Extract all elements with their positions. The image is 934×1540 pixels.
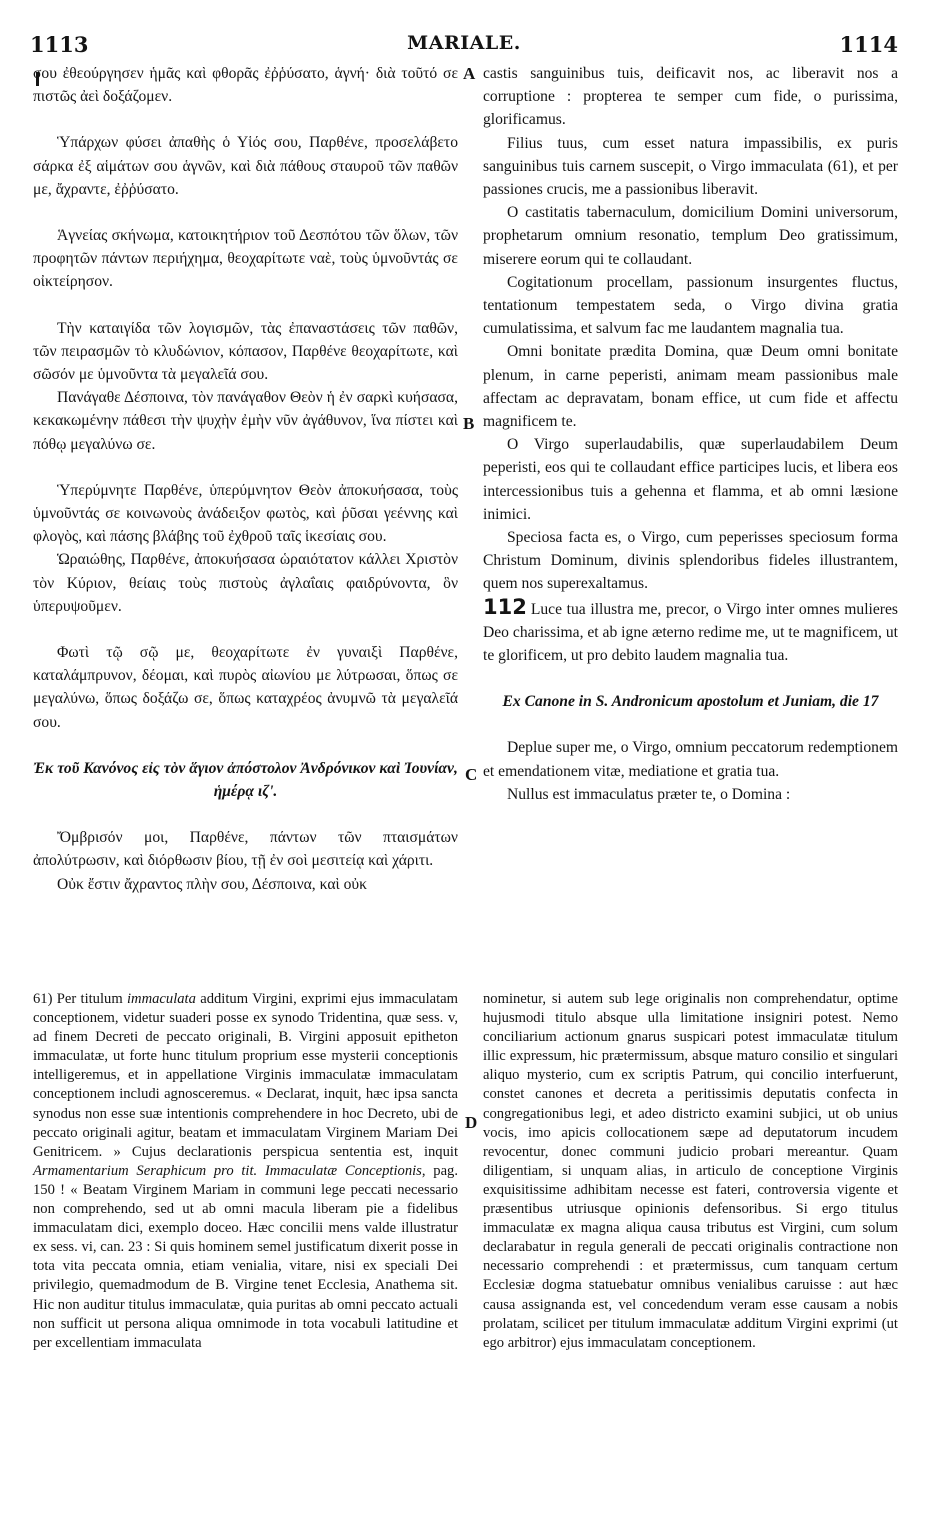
latin-paragraph: Omni bonitate prædita Domina, quæ Deum omni bonitate plenum, in carne peperisti, animam meam passionibus male affectam ac depravatam, bonam effice, ut cum fide et affectu magnificem te. [483,343,898,431]
greek-column [33,62,458,896]
footnote-italic: immaculata [127,991,196,1007]
latin-paragraph: Cogitationum procellam, passionum insurgentes fluctus, tentationum tempestatem seda, o Virgo divina gratia cumulatissima, et salvum fac me laudantem magnalia tua. [483,273,898,338]
footnote-left-column [33,990,458,1353]
latin-column [483,62,898,806]
greek-paragraph: Ὑπερύμνητε Παρθένε, ὑπερύμνητον Θεὸν ἀποκυήσασα, τοὺς ὑμνοῦντάς σε κοινωνοὺς ἀνάδειξον φωτὸς, καὶ ῥῦσαι γεέννης καὶ φλογὸς, καὶ πάσης βλάβης τοῦ ἐχθροῦ ταῖς ἱκεσίαις σου. [33,481,458,546]
page-number-left: 1113 [30,32,89,57]
footnote-italic: Armamentarium Seraphicum pro tit. Immaculatæ Conceptionis [33,1162,422,1179]
latin-paragraph: Filius tuus, cum esset natura impassibilis, ex puris sanguinibus tuis carnem suscepit, o Virgo immaculata (61), et per passiones crucis, me a passionibus liberavit. [483,134,898,199]
section-number: 112 [483,594,527,619]
latin-paragraph: Speciosa facta es, o Virgo, cum peperisses speciosum forma Christum Dominum, divinis splendoribus fideles illustrantem, quem nos superexaltamus. [483,529,898,593]
latin-paragraph: O castitatis tabernaculum, domicilium Domini universorum, prophetarum omnium resonatio, templum Deo gratissimum, miserere eorum qui te collaudant. [483,204,898,268]
latin-paragraph: Nullus est immaculatus præter te, o Domina : [507,785,791,803]
footnote-61 [33,990,458,1353]
margin-marker-c: C [465,765,478,784]
greek-paragraph: Οὐκ ἔστιν ἄχραντος πλὴν σου, Δέσποινα, καὶ οὐκ [57,875,367,893]
latin-paragraph: O Virgo superlaudabilis, quæ superlaudabilem Deum peperisti, eos qui te collaudant effice participes lucis, et libera eos intercessionibus tuis a gehenna et flamma, et ab omni læsione inimici. [483,436,898,523]
latin-paragraph: Deplue super me, o Virgo, omnium peccatorum redemptionem et emendationem vitæ, mediatione et gratia tua. [483,739,898,780]
latin-paragraph-text: Luce tua illustra me, precor, o Virgo inter omnes mulieres Deo charissima, et ab igne æterno redime me, ut te magnificem, ut te glorificem, ut pro debito laudem magnalia tua. [483,600,898,665]
latin-section-heading: Ex Canone in S. Andronicum apostolum et Juniam, die 17 [502,693,879,711]
greek-paragraph: Πανάγαθε Δέσποινα, τὸν πανάγαθον Θεὸν ἡ ἐν σαρκὶ κυήσασα, κεκακωμένην πάθεσι τὴν ψυχὴν ἐμὴν νῦν ἀγάθυνον, ἵνα πίστει καὶ πόθῳ μεγαλύνω σε. [33,389,458,453]
page-number-right: 1114 [839,32,898,57]
margin-marker-d: D [465,1113,478,1132]
latin-numbered-paragraph [483,596,898,668]
greek-paragraph: Φωτὶ τῷ σῷ με, θεοχαρίτωτε ἐν γυναιξὶ Παρθένε, καταλάμπρυνον, δέομαι, καὶ πυρὸς αἰωνίου με λύτρωσαι, ὅπως σε μεγαλύνω, ὅπως δοξάζω σε, ὅπως καταχρέος ἀνυμνῶ τὰ μεγαλεῖά σου. [33,644,458,731]
margin-marker-a: A [463,64,476,83]
greek-section-heading: Ἐκ τοῦ Κανόνος εἰς τὸν ἅγιον ἀπόστολον Ἀνδρόνικον καὶ Ἰουνίαν, ἡμέρᾳ ιζ'. [33,759,458,801]
footnote-text: , pag. 150 ! « Beatam Virginem Mariam in communi lege peccati necessario non comprehendo, sed ut ab omni macula liberam pie a fidelibus immaculatam dici, exemplo doceo. Hæc concilii mens valde illustratur ex sess. vi, can. 23 : Si quis hominem semel justificatum dixerit posse in tota vita peccata omnia, etiam venialia, vitare, nisi ex speciali Dei privilegio, quemadmodum de B. Virgine tenet Ecclesia, Anathema sit. Hic non auditur titulus immaculatæ, quia puritas ab omni peccato actuali non sufficit ut persona aliqua omnimode in tota vocabuli latitudine et per excellentiam immaculata [33,1162,458,1351]
footnote-text: additum Virgini, exprimi ejus immaculatam conceptionem, videtur suaderi posse ex synodo Tridentina, quæ sess. v, ad finem Decreti de peccato originali, B. Virgini apposuit epitheton immaculatæ, ut forte hunc titulum proprium esse mysterii conceptionis intelligeremus, et in appellatione Virginis immaculatæ immaculatam conceptionem includi agnosceremus. « Declarat, inquit, hæc ipsa sancta synodus non esse suæ intentionis comprehendere in hoc Decreto, ubi de peccato originali agitur, beatam et immaculatam Virginem Mariam Dei Genitricem. » Cujus declarationis perspicua sententia est, inquit [33,991,458,1160]
running-title: MARIALE. [407,32,521,54]
greek-paragraph: Ὑπάρχων φύσει ἀπαθὴς ὁ Υἱός σου, Παρθένε, προσελάβετο σάρκα ἐξ αἱμάτων σου ἁγνῶν, καὶ διὰ πάθους σταυροῦ τῶν παθῶν με, ἄχραντε, ἐῤῥύσατο. [33,134,458,198]
footnote-right-column [483,990,898,1353]
footnote-text: 61) Per titulum [33,991,127,1007]
greek-paragraph: Ὡραιώθης, Παρθένε, ἀποκυήσασα ὡραιότατον κάλλει Χριστὸν τὸν Κύριον, θείαις τοὺς πιστοὺς ἀγλαΐαις φαιδρύνοντα, ὃν ὑπερυψοῦμεν. [33,551,458,615]
page-header [30,32,898,58]
greek-paragraph: Ἁγνείας σκήνωμα, κατοικητήριον τοῦ Δεσπότου τῶν ὅλων, τῶν προφητῶν πάντων περιήχημα, θεοχαρίτωτε ναὲ, τοὺς ὑμνοῦντάς σε οἰκτείρησον. [33,227,458,291]
greek-paragraph: Τὴν καταιγίδα τῶν λογισμῶν, τὰς ἐπαναστάσεις τῶν παθῶν, τῶν πειρασμῶν τὸ κλυδώνιον, κόπασον, Παρθένε θεοχαρίτωτε, καὶ σῶσόν με ὑμνοῦντα τὰ μεγαλεῖά σου. [33,319,458,384]
greek-paragraph: Ὄμβρισόν μοι, Παρθένε, πάντων τῶν πταισμάτων ἀπολύτρωσιν, καὶ διόρθωσιν βίου, τῇ ἐν σοὶ μεσιτείᾳ καὶ χάριτι. [33,829,458,870]
margin-marker-b: B [463,414,475,433]
latin-paragraph: castis sanguinibus tuis, deificavit nos, ac liberavit nos a corruptione : propterea te semper cum fide, o purissima, glorificamus. [483,65,898,129]
greek-paragraph: σου ἐθεούργησεν ἡμᾶς καὶ φθορᾶς ἐῤῥύσατο, ἁγνή· διὰ τοῦτό σε πιστῶς ἀεὶ δοξάζομεν. [33,65,458,106]
footnote-continuation: nominetur, si autem sub lege originalis non comprehendatur, optime hujusmodi titulo absque ulla limitatione insigniri potest. Nemo conciliarium actionum gnarus suspicari potest immaculatæ titulum illic expressum, hic prætermissum, absque maturo consilio et singulari aliquo mysterio, cum ex scriptis Patrum, qui concilio interfuerunt, constet canones et decreta a peritissimis deputatis confecta in congregationibus legi, et adeo districto examini subjici, ut ob unius vocis, imo apicis collocationem sæpe ad deputatorum incudem revocentur, donec communi judicio probari mereantur. Quam diligentiam, si unquam alias, in articulo de conceptione Virginis exquisitissime adhibitam necesse est fateri, controversia vigente et præsentibus utriusque opinionis defensoribus. Si ergo titulus immaculatæ ex magna aliqua causa tributus est Virgini, cum solum declarabatur in regula generali de peccati originalis contractione non necessario comprehendi : et prætermissus, cum tanquam certum Ecclesiæ dogma statuebatur omnibus venialibus caruisse : aut hæc causa assignanda est, vel concedendum veram esse causam a nobis prolatam, scilicet per titulum immaculatæ additum Virgini exprimi (ut ego arbitror) ejus immaculatam conceptionem. [483,991,898,1351]
